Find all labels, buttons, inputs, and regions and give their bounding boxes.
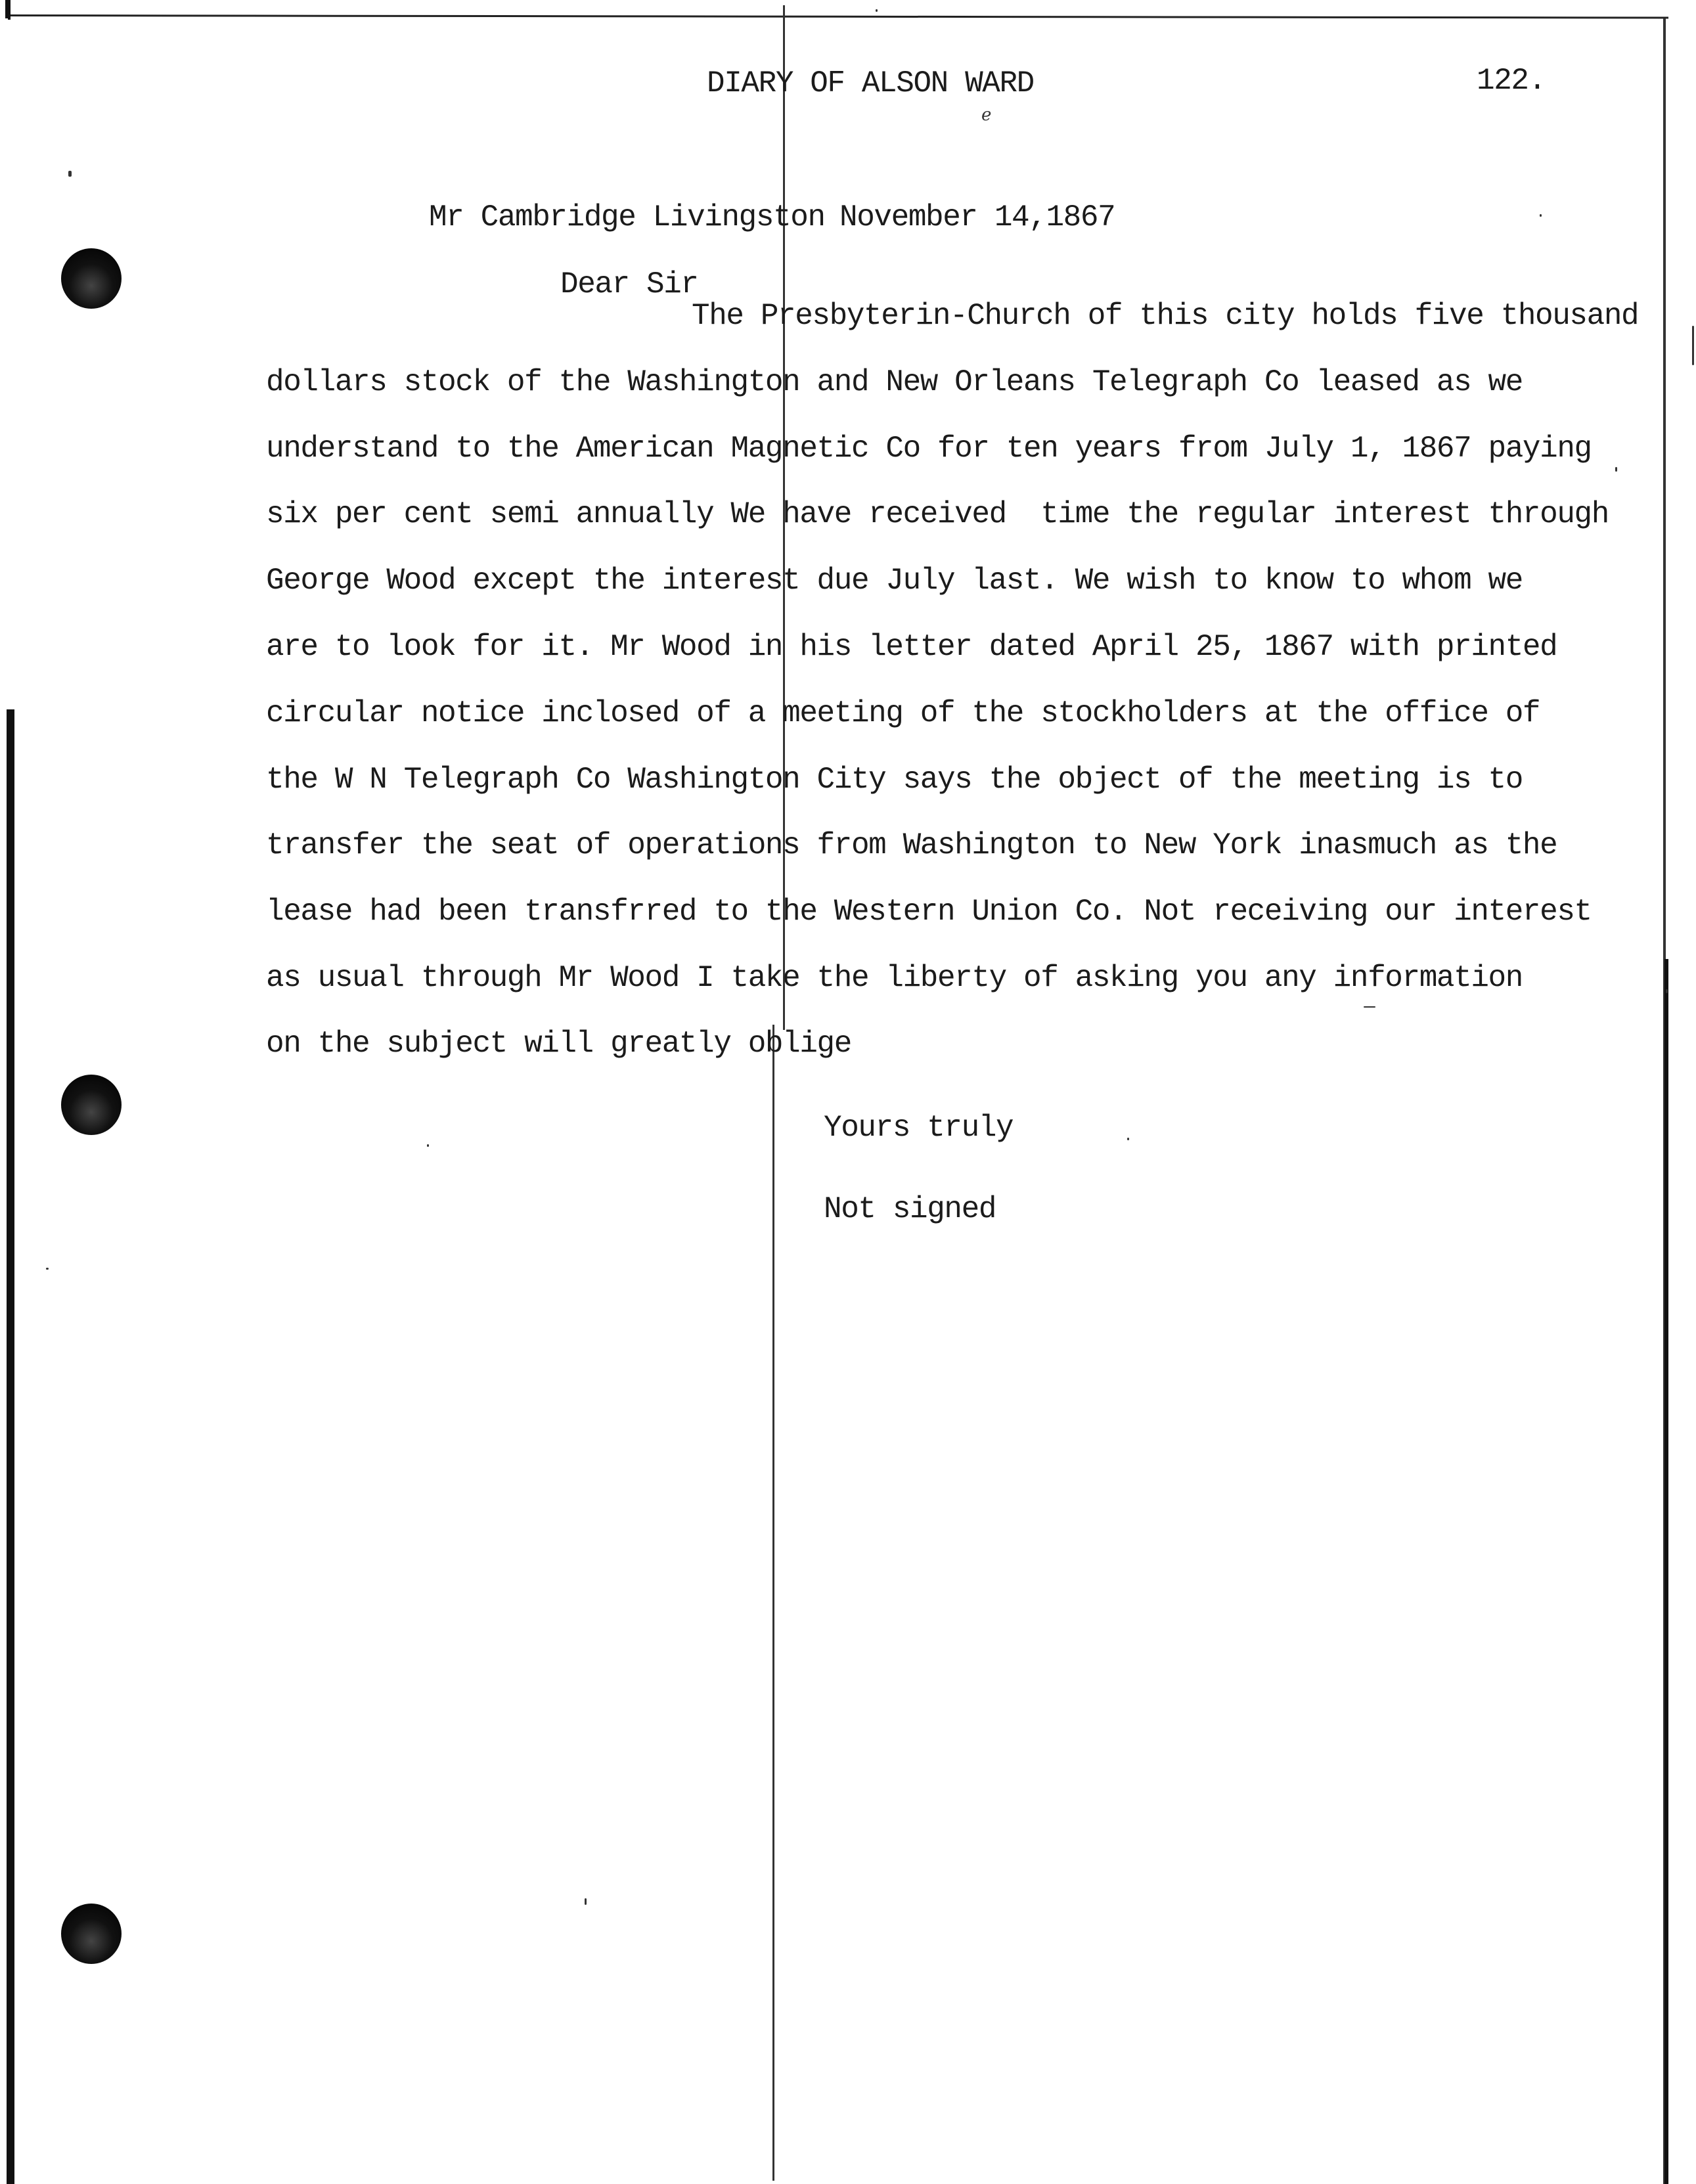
scan-speck [876, 9, 878, 12]
letter-body-line: as usual through Mr Wood I take the liberty of asking you any information [266, 961, 1523, 995]
page-title: DIARY OF ALSON WARD [707, 66, 1034, 100]
letter-signature: Not signed [824, 1192, 996, 1226]
scan-speck [1127, 1138, 1129, 1140]
page-fold-line-lower [772, 1025, 774, 2181]
scan-speck [1364, 1006, 1375, 1008]
scan-right-border-dark [1664, 959, 1668, 2184]
scan-top-border [7, 14, 1668, 19]
letter-body-line: The Presbyterin-Church of this city holds five thousand [692, 299, 1639, 333]
letter-body-line: George Wood except the interest due July last. We wish to know to whom we [266, 564, 1523, 598]
letter-body-line: are to look for it. Mr Wood in his letter dated April 25, 1867 with printed [266, 630, 1557, 664]
letter-body-line: circular notice inclosed of a meeting of the stockholders at the office of [266, 696, 1540, 730]
letter-addressee: Mr Cambridge Livingston [429, 200, 825, 234]
scan-speck [68, 171, 72, 177]
scan-speck [1692, 326, 1694, 365]
letter-salutation: Dear Sir [560, 267, 698, 301]
letter-body-line: understand to the American Magnetic Co for ten years from July 1, 1867 paying [266, 432, 1592, 466]
punch-hole-icon [61, 1904, 122, 1964]
stray-mark: e [981, 105, 992, 125]
punch-hole-icon [61, 248, 122, 309]
letter-body-line: on the subject will greatly oblige [266, 1027, 851, 1061]
scan-speck [427, 1144, 429, 1147]
page-number: 122. [1477, 64, 1546, 98]
letter-body-line: the W N Telegraph Co Washington City says the object of the meeting is to [266, 763, 1523, 797]
scan-speck [1615, 467, 1617, 472]
scan-speck [585, 1898, 587, 1905]
scan-speck [1666, 989, 1668, 993]
letter-body-line: lease had been transfrred to the Western Union Co. Not receiving our interest [266, 895, 1592, 929]
scan-left-edge-top [8, 0, 11, 20]
scan-speck [46, 1268, 49, 1270]
letter-body-line: six per cent semi annually We have received time the regular interest through [266, 497, 1609, 531]
letter-date: November 14,1867 [839, 200, 1115, 234]
scan-speck [1540, 214, 1542, 217]
punch-hole-icon [61, 1075, 122, 1135]
letter-closing: Yours truly [824, 1111, 1014, 1145]
scan-left-border [7, 709, 14, 2184]
letter-body-line: dollars stock of the Washington and New Orleans Telegraph Co leased as we [266, 365, 1523, 399]
letter-body-line: transfer the seat of operations from Washington to New York inasmuch as the [266, 828, 1557, 862]
